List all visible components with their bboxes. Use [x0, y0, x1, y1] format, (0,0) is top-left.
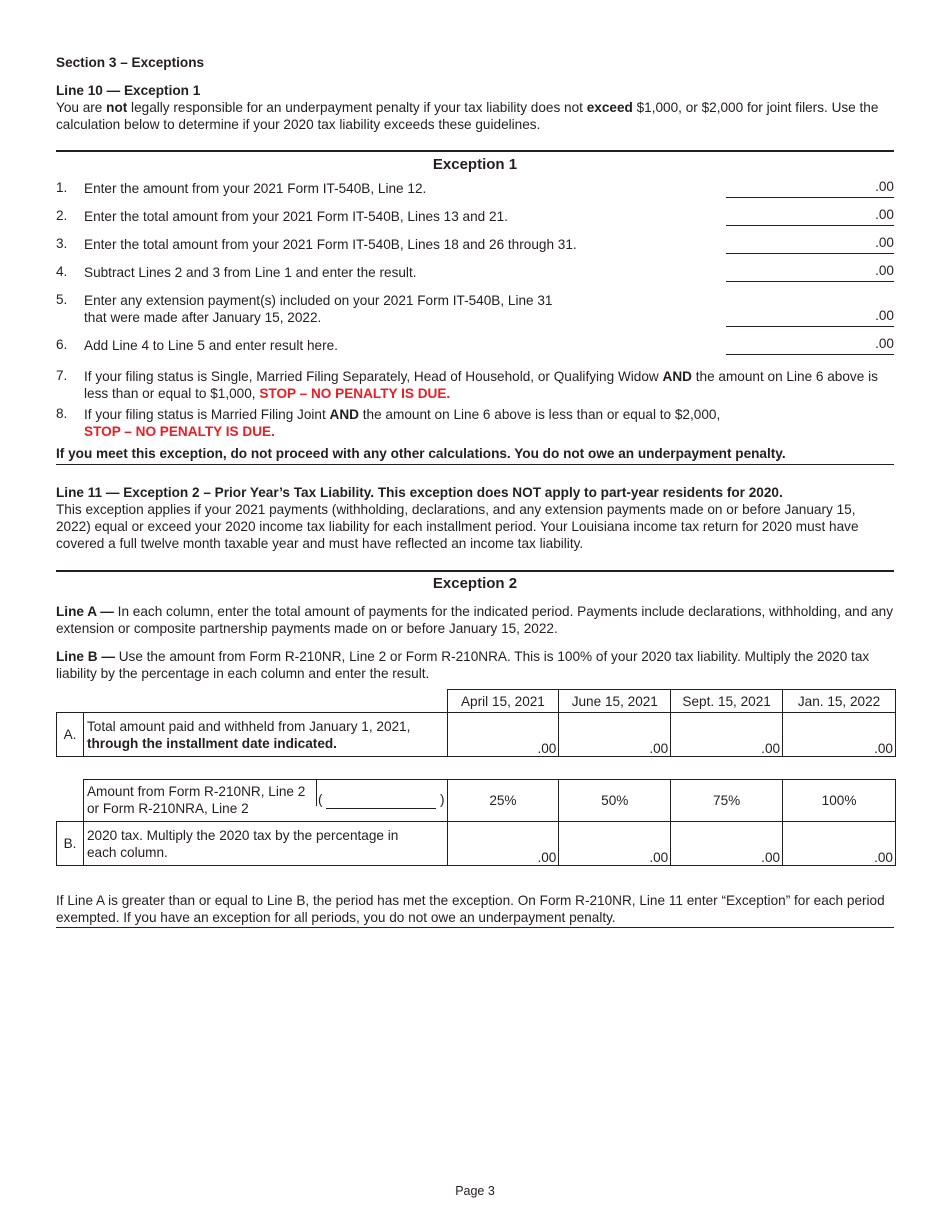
exception2-closing: If Line A is greater than or equal to Line B, the period has met the exception. On Form R-210NR, Line 11 enter “Exception” for each period exempted. If you have an exception for all periods, you do not owe an underpayment penalty. [56, 893, 885, 925]
line10-intro: You are not legally responsible for an underpayment penalty if your tax liability does not exceed $1,000, or $2,000 for joint filers. Use the calculation below to determine if your 2020 tax liability exceeds these guidelines. [56, 100, 879, 132]
paren-close: ) [439, 792, 445, 807]
rowA-label: Total amount paid and withheld from January 1, 2021, through the installment date indicated. [83, 713, 447, 757]
line-text: Enter the total amount from your 2021 Form IT-540B, Lines 18 and 26 through 31. [84, 237, 577, 252]
percent-column-2: 50% [559, 780, 671, 822]
lineA-instructions: Line A — In each column, enter the total amount of payments for the indicated period. Payments include declarations, withholding, and any extension or composite partnership payments made on or before January 15, 2022. [56, 604, 893, 636]
lineA-table [56, 689, 896, 757]
line-text [84, 292, 724, 326]
amount-row-label: Amount from Form R-210NR, Line 2 or Form R-210NRA, Line 2 [86, 784, 306, 816]
exception1-title: Exception 1 [432, 156, 518, 173]
stop-notice: STOP – NO PENALTY IS DUE. [259, 386, 451, 401]
exception2-bottom-rule [56, 927, 894, 928]
rowB-amount-4[interactable]: .00 [783, 822, 896, 866]
rowB-letter: B. [57, 822, 84, 866]
date-column-3: Sept. 15, 2021 [671, 690, 783, 713]
rowB-amount-1[interactable]: .00 [447, 822, 559, 866]
line-text: Add Line 4 to Line 5 and enter result here. [84, 338, 338, 353]
rowA-letter: A. [57, 713, 84, 757]
line-text: Enter the amount from your 2021 Form IT-540B, Line 12. [84, 181, 427, 196]
line-number: 5. [56, 292, 68, 307]
lineB-instructions: Line B — Use the amount from Form R-210NR, Line 2 or Form R-210NRA. This is 100% of your 2020 tax liability. Multiply the 2020 tax liability by the percentage in each column and enter the result. [56, 649, 870, 681]
rowB-amount-2[interactable]: .00 [559, 822, 671, 866]
section-title: Section 3 – Exceptions [56, 55, 205, 70]
line5-amount-field[interactable]: .00 [726, 308, 894, 327]
percent-column-3: 75% [671, 780, 783, 822]
line-text-2: that were made after January 15, 2022. [84, 310, 322, 325]
line-text-1: Enter any extension payment(s) included on your 2021 Form IT-540B, Line 31 [84, 293, 553, 308]
date-column-2: June 15, 2021 [559, 690, 671, 713]
date-column-4: Jan. 15, 2022 [783, 690, 896, 713]
line11-heading: Line 11 — Exception 2 – Prior Year’s Tax Liability. This exception does NOT apply to part-year residents for 2020. [56, 485, 783, 500]
line2-amount-field[interactable]: .00 [726, 207, 894, 226]
line-number: 2. [56, 208, 68, 223]
line8-text: If your filing status is Married Filing Joint AND the amount on Line 6 above is less than or equal to $2,000, STOP – NO PENALTY IS DUE. [84, 407, 721, 439]
line-number: 8. [56, 406, 68, 421]
paren-open: ( [317, 792, 323, 807]
rowB-label: 2020 tax. Multiply the 2020 tax by the percentage in each column. [83, 822, 447, 866]
line-number: 3. [56, 236, 68, 251]
line-number: 6. [56, 337, 68, 352]
rowA-amount-4[interactable]: .00 [783, 713, 896, 757]
line4-amount-field[interactable]: .00 [726, 263, 894, 282]
prior-tax-input[interactable] [326, 794, 436, 809]
line10-heading: Line 10 — Exception 1 [56, 83, 201, 98]
line11-body: This exception applies if your 2021 payments (withholding, declarations, and any extension payments made on or before January 15, 2022) equal or exceed your 2020 income tax liability for each installment period. Your Louisiana income tax return for 2020 must have covered a full twelve month taxable year and must have reflected an income tax liability. [56, 502, 859, 551]
line7-text: If your filing status is Single, Married Filing Separately, Head of Household, or Qualifying Widow AND the amount on Line 6 above is less than or equal to $1,000, STOP – NO PENALTY IS DUE. [84, 369, 878, 401]
line-number: 7. [56, 368, 68, 383]
prior-tax-amount-cell [83, 780, 447, 822]
line-number: 4. [56, 264, 68, 279]
rowA-amount-2[interactable]: .00 [559, 713, 671, 757]
page-number: Page 3 [455, 1184, 495, 1198]
line-number: 1. [56, 180, 68, 195]
rowA-amount-1[interactable]: .00 [447, 713, 559, 757]
exception1-top-rule [56, 150, 894, 152]
rowB-amount-3[interactable]: .00 [671, 822, 783, 866]
label-divider [316, 780, 317, 806]
line6-amount-field[interactable]: .00 [726, 336, 894, 355]
date-column-1: April 15, 2021 [447, 690, 559, 713]
exception1-bottom-rule [56, 464, 894, 465]
line1-amount-field[interactable]: .00 [726, 179, 894, 198]
lineB-table [56, 779, 896, 866]
line-text: Enter the total amount from your 2021 Form IT-540B, Lines 13 and 21. [84, 209, 508, 224]
exception2-top-rule [56, 570, 894, 572]
line3-amount-field[interactable]: .00 [726, 235, 894, 254]
percent-column-1: 25% [447, 780, 559, 822]
rowA-amount-3[interactable]: .00 [671, 713, 783, 757]
line-text: Subtract Lines 2 and 3 from Line 1 and enter the result. [84, 265, 417, 280]
exception2-title: Exception 2 [432, 575, 518, 592]
exception1-closing: If you meet this exception, do not proceed with any other calculations. You do not owe an underpayment penalty. [56, 446, 786, 461]
percent-column-4: 100% [783, 780, 896, 822]
stop-notice: STOP – NO PENALTY IS DUE. [84, 424, 275, 439]
